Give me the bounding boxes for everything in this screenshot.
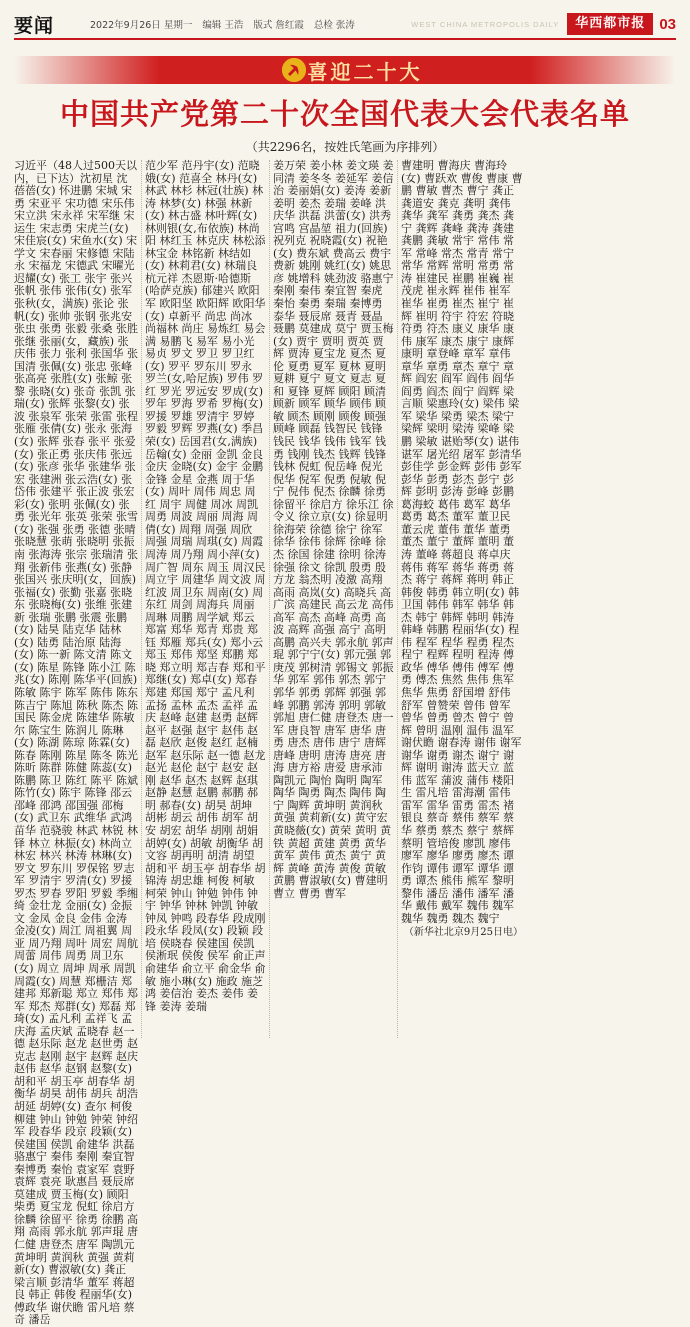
name-column-4 bbox=[398, 160, 526, 1038]
page-number: 03 bbox=[659, 15, 676, 33]
paper-english-name: WEST CHINA METROPOLIS DAILY bbox=[411, 19, 560, 29]
section-name: 要闻 bbox=[14, 14, 55, 37]
name-column-2 bbox=[142, 160, 270, 1038]
paper-logo: 华西都市报 bbox=[567, 13, 653, 35]
column-text: 习近平（48人过500天以内，已下达）沈初星 沈蓓蓓(女) 怀进鹏 宋城 宋勇 宋亚平 宋功德 宋乐伟 宋立洪 宋永祥 宋军继 宋运生 宋志勇 宋虎兰(女) 宋佳宸(女) 宋鱼水(女) 宋学文 宋春丽 宋修德 宋陆永 宋福龙 宋德武 宋曜光 迟耀(女) 张工 张宇 张兴 张帆 张伟 张伟(女) 张军 张秋(女，满族) 张论 张帆(女) 张帅 张钢 张兆安 张虫 张勇 张毅 张桑 张胜 张继 张丽(女，藏族) 张庆伟 张力 张利 张国华 张国清 张佩(女) 张忠 张峰 张高亮 张胜(女) 张鲸 张黎 张晓(女) 张奇 张凯 张瑞(女) 张辉 张黎(女) 张波 张泉军 张荣 张雷 张程 张雁 张倩(女) 张永 张海(女) 张辉 张春 张平 张爱(女) 张正勇 张庆伟 张远(女) 张彦 张华 张建华 张宏 张建洲 张云浩(女) 张岱伟 张建平 张正波 张宏彩(女) 张明 张佩(女) 张勇 张光年 张英 张荣 张雪(女) 张强 张勇 张德 张晴 张晓慧 张萌 张晓明 张振南 张海涛 张宗 张瑞清 张翔 张新伟 张燕(女) 张静 张国兴 张庆明(女，回族) 张福(女) 张勤 张嘉 张晓东 张晓梅(女) 张维 张建新 张瑞 张鹏 张震 张鹏(女) 陆昊 陆克华 陆林(女) 陆勇 陆治原 陆海(女) 陈一新 陈文清 陈文(女) 陈星 陈锋 陈小江 陈兆(女) 陈刚 陈华平(回族) 陈敏 陈宇 陈军 陈伟 陈东 陈吉宁 陈旭 陈秋 陈杰 陈国民 陈金虎 陈建华 陈敏尔 陈宝生 陈润儿 陈琳(女) 陈湖 陈琼 陈霖(女) 陈春 陈刚 陈星 陈冬 陈光 陈昕 陈群 陈健 陈蕊(女) 陈鹏 陈卫 陈红 陈平 陈斌 陈竹(女) 陈宇 陈锋 邵云 邵峰 邵鸿 邵国强 邵梅(女) 武卫东 武维华 武鸿 苗华 范骁骏 林武 林锐 林铎 林立 林振(女) 林尚立 林宏 林兴 林涛 林琳(女) 罗文 罗东川 罗保铭 罗志军 罗清宇 罗清(女) 罗援 罗杰 罗春 罗阳 罗毅 季缃绮 金壮龙 金丽(女) 金振文 金凤 金良 金伟 金涛 金凌(女) 周江 周祖翼 周亚 周乃翔 周叶 周宏 周航 周蕾 周伟 周勇 周卫东(女) 周立 周坤 周承 周凯 周霞(女) 周慧 郑栅洁 郑建邦 郑新聪 郑立 郑伟 郑军 郑杰 郑群(女) 郑磊 郑琦(女) 孟凡利 孟祥飞 孟庆海 孟庆斌 孟晓春 赵一德 赵乐际 赵龙 赵世勇 赵克志 赵刚 赵宇 赵辉 赵庆 赵伟 赵华 赵钢 赵黎(女) 胡和平 胡玉亭 胡春华 胡衡华 胡昊 胡伟 胡兵 胡浩 胡延 胡婷(女) 查尔 柯俊 柳建 钟山 钟勉 钟荣 钟绍军 段春华 段京 段颖(女) 侯建国 侯凯 俞建华 洪磊 骆惠宁 秦伟 秦刚 秦宜智 秦博勇 秦怡 袁家军 袁野 袁辉 袁亮 耿惠昌 聂辰席 莫建成 贾玉梅(女) 顾阳 柴勇 夏宝龙 倪虹 徐启方 徐麟 徐留平 徐勇 徐鹏 高翔 高雨 郭永航 郭声琨 唐仁健 唐登杰 唐军 陶凯元 黄坤明 黄润秋 黄强 黄莉新(女) 曹淑敏(女) 龚正 梁言顺 彭清华 董军 蒋超良 韩正 韩俊 程丽华(女) 傅政华 谢伏瞻 雷凡培 蔡奇 潘岳 bbox=[14, 159, 138, 1327]
designer-credit: 版式 詹红霞 bbox=[253, 20, 304, 31]
issue-date: 2022年9月26日 星期一 bbox=[90, 20, 193, 31]
name-column-3 bbox=[270, 160, 398, 1038]
editor-credit: 编辑 王浩 bbox=[202, 20, 244, 31]
banner bbox=[14, 56, 676, 84]
masthead bbox=[411, 12, 676, 36]
party-emblem-icon bbox=[282, 58, 306, 82]
name-list bbox=[14, 159, 680, 1327]
source-credit: （新华社北京9月25日电） bbox=[403, 927, 523, 939]
column-text: 曹建明 曹海庆 曹海玲(女) 曹跃欢 曹俊 曹康 曹鹏 曹敏 曹杰 曹宁 龚正 龚道安 龚克 龚明 龚伟 龚华 龚军 龚勇 龚杰 龚宁 龚辉 龚峰 龚涛 龚建 龚鹏 龚敏 常宇 常伟 常军 常峰 常杰 常青 常宁 常华 常辉 常明 常勇 常涛 崔建民 崔鹏 崔巍 崔茂虎 崔永辉 崔伟 崔军 崔华 崔勇 崔杰 崔宁 崔辉 崔明 符宇 符宏 符晓 符勇 符杰 康义 康华 康伟 康军 康杰 康宁 康辉 康明 章登峰 章军 章伟 章华 章勇 章杰 章宁 章辉 阎宏 阎军 阎伟 阎华 阎勇 阎杰 阎宁 阎辉 梁言顺 梁惠玲(女) 梁伟 梁军 梁华 梁勇 梁杰 梁宁 梁辉 梁明 梁涛 梁峰 梁鹏 梁敏 谌贻琴(女) 谌伟 谌军 屠光绍 屠军 彭清华 彭佳学 彭金辉 彭伟 彭军 彭华 彭勇 彭杰 彭宁 彭辉 彭明 彭涛 彭峰 彭鹏 葛海蛟 葛伟 葛军 葛华 葛勇 葛杰 董军 董卫民 董云虎 董伟 董华 董勇 董杰 董宁 董辉 董明 董涛 董峰 蒋超良 蒋卓庆 蒋伟 蒋军 蒋华 蒋勇 蒋杰 蒋宁 蒋辉 蒋明 韩正 韩俊 韩勇 韩立明(女) 韩卫国 韩伟 韩军 韩华 韩杰 韩宁 韩辉 韩明 韩涛 韩峰 韩鹏 程丽华(女) 程伟 程军 程华 程勇 程杰 程宁 程辉 程明 程涛 傅政华 傅华 傅伟 傅军 傅勇 傅杰 焦然 焦伟 焦军 焦华 焦勇 舒国增 舒伟 舒军 曾赞荣 曾伟 曾军 曾华 曾勇 曾杰 曾宁 曾辉 曾明 温刚 温伟 温军 谢伏瞻 谢春涛 谢伟 谢军 谢华 谢勇 谢杰 谢宁 谢辉 谢明 谢涛 蓝天立 蓝伟 蓝军 蒲波 蒲伟 楼阳生 雷凡培 雷海潮 雷伟 雷军 雷华 雷勇 雷杰 褚银良 蔡奇 蔡伟 蔡军 蔡华 蔡勇 蔡杰 蔡宁 蔡辉 蔡明 管培俊 廖凯 廖伟 廖军 廖华 廖勇 廖杰 谭作钧 谭伟 谭军 谭华 谭勇 谭杰 熊伟 熊军 黎明 黎伟 潘岳 潘伟 潘军 潘华 戴伟 戴军 魏伟 魏军 魏华 魏勇 魏杰 魏宁 bbox=[401, 159, 523, 925]
header-divider bbox=[14, 38, 676, 40]
name-column-1 bbox=[14, 159, 142, 1327]
banner-title: 喜迎二十大 bbox=[307, 59, 423, 84]
subheadline: （共2296名，按姓氏笔画为序排列） bbox=[245, 140, 445, 154]
column-text: 范少军 范丹宇(女) 范晓娥(女) 范喜全 林丹(女) 林武 林杉 林冠(壮族) 林涛 林梦(女) 林强 林新(女) 林古盛 林叶辉(女) 林则银(女,布依族) 林尚阳 林红玉 林克庆 林松添 林宝金 林铭新 林结如(女) 林莉君(女) 林瑞良 杭元祥 杰恩斯·哈德斯(哈萨克族) 郁建兴 欧阳军 欧阳坚 欧阳辉 欧阳华(女) 卓新平 尚忠 尚冰 尚福林 尚庄 易炼红 易会满 易鹏飞 易军 易小光 易贞 罗文 罗卫 罗卫红(女) 罗平 罗东川 罗永 罗兰(女,哈尼族) 罗伟 罗红 罗光 罗远安 罗成(女) 罗年 罗海 罗希 罗梅(女) 罗援 罗雄 罗清宇 罗婷 罗毅 罗辉 罗燕(女) 季昌荣(女) 岳国君(女,满族) 岳翰(女) 金丽 金凯 金良 金庆 金晓(女) 金宇 金鹏 金锋 金星 金燕 周于华(女) 周叶 周伟 周忠 周红 周宇 周健 周冰 周凯 周勇 周波 周丽 周海 周倩(女) 周翔 周强 周欣 周强 周瑞 周琪(女) 周霞 周涛 周乃翔 周小萍(女) 周广智 周东 周玉 周汉民 周立宇 周建华 周文波 周红波 周卫东 周南(女) 周东红 周剑 周海兵 周丽 周琳 周鹏 周学斌 郑云 郑富 郑华 郑青 郑贵 郑钰 郑雁 郑兵(女) 郑小云 郑玉 郑伟 郑坚 郑鹏 郑晓 郑立明 郑吉春 郑和平 郑继(女) 郑卓(女) 郑春 郑建 郑国 郑宁 孟凡利 孟扬 孟林 孟杰 孟祥 孟庆 赵峰 赵建 赵勇 赵辉 赵平 赵强 赵宇 赵伟 赵磊 赵欣 赵俊 赵红 赵楠 赵军 赵乐际 赵一德 赵龙 赵光 赵伦 赵宁 赵安 赵刚 赵华 赵杰 赵辉 赵琪 赵静 赵慧 赵鹏 郝鹏 郝明 郝春(女) 胡昊 胡坤 胡彬 胡云 胡伟 胡军 胡安 胡宏 胡华 胡刚 胡娟 胡婷(女) 胡敏 胡衡华 胡文容 胡再明 胡清 胡望 胡和平 胡玉亭 胡春华 胡锦涛 胡忠雄 柯俊 柯敏 柯荣 钟山 钟勉 钟伟 钟宇 钟华 钟林 钟凯 钟敏 钟凤 钟鸣 段春华 段成刚 段永华 段凤(女) 段颖 段培 侯晓春 侯建国 侯凯 侯淅珉 侯俊 侯军 俞正声 俞建华 俞立平 俞金华 俞敏 施小琳(女) 施政 施芝鸿 姜信治 姜杰 姜伟 姜锋 姜涛 姜瑞 bbox=[145, 159, 266, 1013]
column-text: 姜万荣 姜小林 姜文瑛 姜同清 姜冬冬 姜延军 姜信治 姜丽娟(女) 姜涛 姜新 姜明 姜杰 姜瑞 姜峰 洪庆华 洪磊 洪蕾(女) 洪秀 宫鸣 宫晶堃 祖力(回族) 祝列克 祝晓霞(女) 祝艳(女) 费东斌 费高云 费宇 费新 姚刚 姚红(女) 姚思彦 姚增科 姚劲波 骆惠宁 秦刚 秦伟 秦宜智 秦虎 秦怡 秦勇 秦瑞 秦博勇 泰华 聂辰席 聂青 聂晶 聂鹏 莫建成 莫宁 贾玉梅(女) 贾宇 贾明 贾英 贾辉 贾涛 夏宝龙 夏杰 夏伦 夏勇 夏军 夏林 夏明 夏耕 夏宁 夏文 夏志 夏和 夏锋 夏辉 顾阳 顾清 顾新 顾军 顾华 顾伟 顾敏 顾杰 顾刚 顾俊 顾强 顾峰 顾磊 钱智民 钱锋 钱民 钱华 钱伟 钱军 钱勇 钱刚 钱杰 钱辉 钱锋 钱林 倪虹 倪岳峰 倪光 倪华 倪军 倪勇 倪敏 倪宁 倪伟 倪杰 徐麟 徐勇 徐留平 徐启方 徐乐江 徐令义 徐立京(女) 徐显明 徐海荣 徐德 徐宁 徐军 徐华 徐伟 徐辉 徐峰 徐杰 徐国 徐建 徐明 徐涛 徐强 徐文 徐凯 殷勇 殷方龙 翁杰明 凌激 高翔 高雨 高岚(女) 高晓兵 高广滨 高建民 高云龙 高伟 高军 高杰 高峰 高勇 高波 高辉 高强 高宁 高明 高鹏 高兴夫 郭永航 郭声琨 郭宁宁(女) 郭元强 郭庚茂 郭树清 郭锡文 郭振华 郭军 郭伟 郭杰 郭宁 郭华 郭勇 郭辉 郭强 郭峰 郭鹏 郭涛 郭明 郭敏 郭旭 唐仁健 唐登杰 唐一军 唐良智 唐军 唐华 唐勇 唐杰 唐伟 唐宁 唐辉 唐峰 唐明 唐涛 唐亮 唐海 唐方裕 唐爱 唐承沛 陶凯元 陶怡 陶明 陶军 陶华 陶勇 陶杰 陶伟 陶宁 陶辉 黄坤明 黄润秋 黄强 黄莉新(女) 黄守宏 黄晓薇(女) 黄荣 黄明 黄铁 黄超 黄建 黄勇 黄华 黄军 黄伟 黄杰 黄宁 黄辉 黄峰 黄涛 黄俊 黄敏 黄鹏 曹淑敏(女) 曹建明 曹立 曹勇 曹军 bbox=[273, 159, 394, 900]
headline: 中国共产党第二十次全国代表大会代表名单 bbox=[59, 97, 630, 131]
header-info bbox=[90, 17, 355, 31]
page-header bbox=[14, 12, 676, 36]
proofreader-credit: 总检 张涛 bbox=[313, 20, 355, 31]
